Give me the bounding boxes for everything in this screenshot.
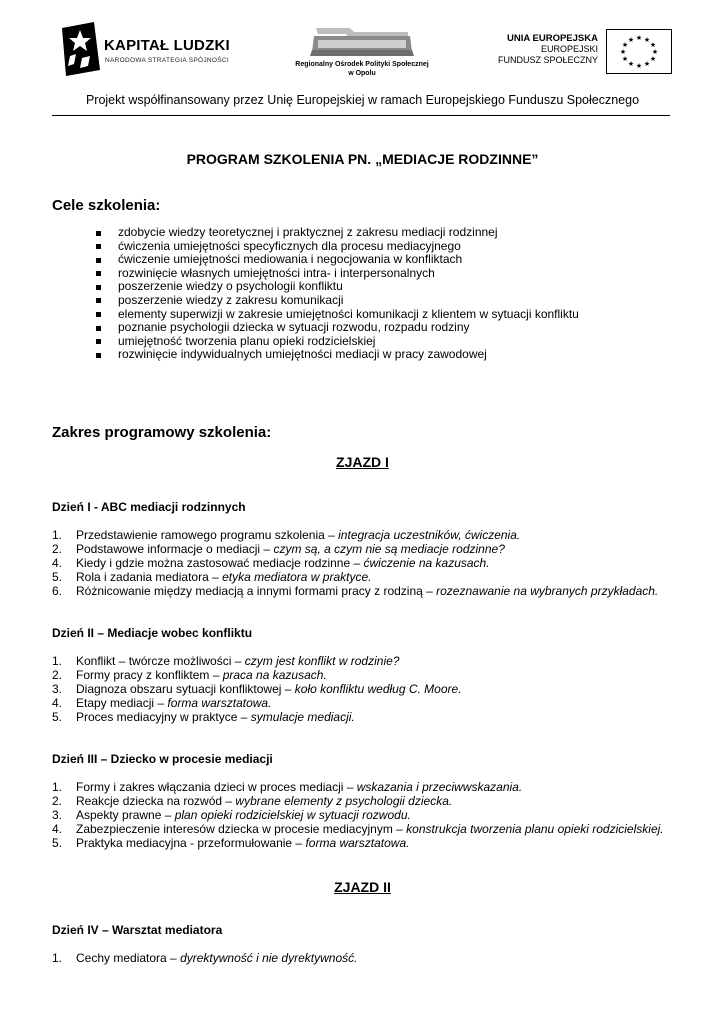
svg-text:★: ★	[649, 55, 657, 63]
list-item: 4. Kiedy i gdzie można zastosować mediacje rodzinne – ćwiczenie na kazusach.	[52, 556, 490, 570]
rops-logo	[288, 26, 436, 86]
svg-text:★: ★	[649, 41, 657, 49]
goal-item: umiejętność tworzenia planu opieki rodzicielskiej	[94, 335, 579, 349]
goal-item: ćwiczenia umiejętności specyficznych dla procesu mediacyjnego	[94, 240, 579, 254]
day-2-heading: Dzień II – Mediacje wobec konfliktu	[52, 626, 253, 640]
kapital-ludzki-emblem-icon	[60, 20, 104, 78]
eu-line3: FUNDUSZ SPOŁECZNY	[497, 55, 598, 65]
list-item: 6. Różnicowanie między mediacją a innymi formami pracy z rodziną – rozeznawanie na wybranych przykładach.	[52, 584, 659, 598]
zjazd-2-heading: ZJAZD II	[334, 879, 391, 895]
cofinance-statement: Projekt współfinansowany przez Unię Europejskiej w ramach Europejskiego Funduszu Społecznego	[85, 93, 640, 107]
svg-text:★: ★	[635, 34, 643, 42]
day-2-list	[52, 654, 462, 724]
bullet-square-icon	[96, 231, 101, 236]
rops-emblem-icon	[288, 26, 436, 58]
svg-text:★: ★	[651, 48, 659, 56]
list-item: 3. Aspekty prawne – plan opieki rodzicielskiej w sytuacji rozwodu.	[52, 808, 411, 822]
list-item: 5. Proces mediacyjny w praktyce – symulacje mediacji.	[52, 710, 355, 724]
bullet-square-icon	[96, 271, 101, 276]
goal-item: zdobycie wiedzy teoretycznej i praktycznej z zakresu mediacji rodzinnej	[94, 226, 579, 240]
program-heading: Zakres programowy szkolenia:	[52, 424, 272, 441]
goal-item: poznanie psychologii dziecka w sytuacji rozwodu, rozpadu rodziny	[94, 321, 579, 335]
goal-item: poszerzenie wiedzy o psychologii konfliktu	[94, 280, 579, 294]
bullet-square-icon	[96, 353, 101, 358]
kapital-ludzki-subtitle: NARODOWA STRATEGIA SPÓJNOŚCI	[105, 57, 229, 64]
goal-item: elementy superwizji w zakresie umiejętności komunikacji z klientem w sytuacji konfliktu	[94, 308, 579, 322]
svg-text:★: ★	[621, 55, 629, 63]
list-item: 1. Przedstawienie ramowego programu szkolenia – integracja uczestników, ćwiczenia.	[52, 528, 521, 542]
bullet-square-icon	[96, 298, 101, 303]
list-item: 4. Etapy mediacji – forma warsztatowa.	[52, 696, 272, 710]
day-1-heading: Dzień I - ABC mediacji rodzinnych	[52, 500, 246, 514]
list-item: 2. Formy pracy z konfliktem – praca na kazusach.	[52, 668, 327, 682]
day-1-list	[52, 528, 658, 598]
zjazd-1-heading: ZJAZD I	[336, 454, 389, 470]
eu-flag-icon	[606, 29, 672, 74]
kapital-ludzki-logo	[60, 20, 260, 78]
goal-item: rozwinięcie indywidualnych umiejętności mediacji w pracy zawodowej	[94, 348, 579, 362]
goal-item: rozwinięcie własnych umiejętności intra- i interpersonalnych	[94, 267, 579, 281]
list-item: 1. Konflikt – twórcze możliwości – czym jest konflikt w rodzinie?	[52, 654, 400, 668]
bullet-square-icon	[96, 312, 101, 317]
list-item: 1. Formy i zakres włączania dzieci w proces mediacji – wskazania i przeciwwskazania.	[52, 780, 523, 794]
day-3-heading: Dzień III – Dziecko w procesie mediacji	[52, 752, 273, 766]
list-item: 2. Reakcje dziecka na rozwód – wybrane elementy z psychologii dziecka.	[52, 794, 453, 808]
day-4-heading: Dzień IV – Warsztat mediatora	[52, 923, 223, 937]
bullet-square-icon	[96, 258, 101, 263]
list-item: 1. Cechy mediatora – dyrektywność i nie dyrektywność.	[52, 951, 358, 965]
svg-text:★: ★	[621, 41, 629, 49]
goals-heading: Cele szkolenia:	[52, 197, 161, 214]
goal-item: poszerzenie wiedzy z zakresu komunikacji	[94, 294, 579, 308]
bullet-square-icon	[96, 285, 101, 290]
rops-name-line1: Regionalny Ośrodek Polityki Społecznej	[295, 61, 429, 68]
document-title: PROGRAM SZKOLENIA PN. „MEDIACJE RODZINNE”	[186, 151, 539, 167]
list-item: 5. Praktyka mediacyjna - przeformułowanie – forma warsztatowa.	[52, 836, 410, 850]
bullet-square-icon	[96, 326, 101, 331]
list-item: 5. Rola i zadania mediatora – etyka mediatora w praktyce.	[52, 570, 372, 584]
svg-text:★: ★	[643, 36, 651, 44]
goals-list	[94, 226, 579, 362]
eu-line2: EUROPEJSKI	[540, 44, 598, 54]
header-divider	[52, 115, 670, 116]
list-item: 2. Podstawowe informacje o mediacji – czym są, a czym nie są mediacje rodzinne?	[52, 542, 505, 556]
kapital-ludzki-title: KAPITAŁ LUDZKI	[104, 37, 230, 54]
svg-text:★: ★	[627, 60, 635, 68]
svg-text:★: ★	[619, 48, 627, 56]
list-item: 4. Zabezpieczenie interesów dziecka w procesie mediacyjnym – konstrukcja tworzenia planu opieki rodzicielskiej.	[52, 822, 664, 836]
bullet-square-icon	[96, 339, 101, 344]
day-4-list	[52, 951, 357, 965]
eu-line1: UNIA EUROPEJSKA	[507, 33, 598, 44]
svg-text:★: ★	[635, 62, 643, 70]
day-3-list	[52, 780, 664, 850]
list-item: 3. Diagnoza obszaru sytuacji konfliktowej – koło konfliktu według C. Moore.	[52, 682, 462, 696]
svg-text:★: ★	[643, 60, 651, 68]
eu-logo-text	[480, 33, 598, 66]
bullet-square-icon	[96, 244, 101, 249]
svg-text:★: ★	[627, 36, 635, 44]
goal-item: ćwiczenie umiejętności mediowania i negocjowania w konfliktach	[94, 253, 579, 267]
rops-name-line2: w Opolu	[348, 70, 376, 77]
